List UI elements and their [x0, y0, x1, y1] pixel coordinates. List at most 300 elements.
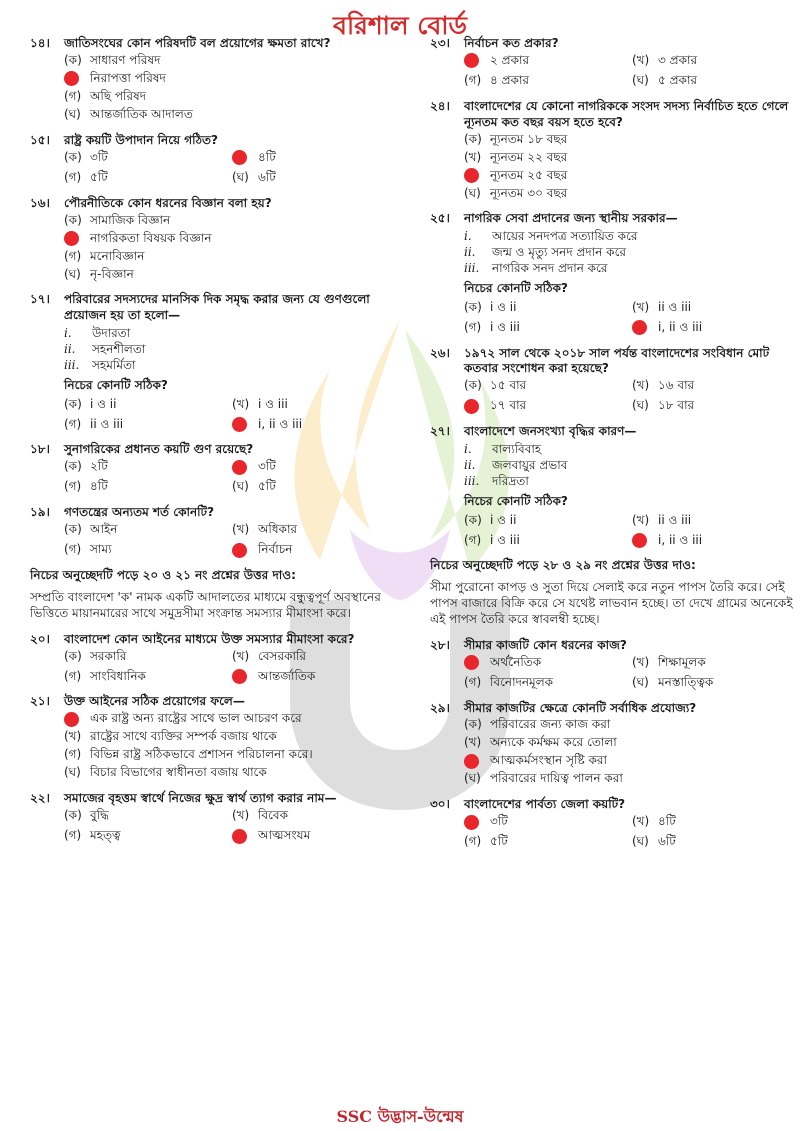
- option[interactable]: [64, 211, 400, 229]
- option-list: [430, 511, 800, 549]
- option-correct[interactable]: [64, 710, 400, 728]
- option-text: রাষ্ট্রের সাথে ব্যক্তির সম্পর্ক বজায় থাকে: [90, 729, 277, 744]
- statement: [64, 358, 400, 374]
- option[interactable]: [64, 667, 232, 685]
- option-key: (গ): [64, 542, 82, 557]
- question-number: ২৫।: [430, 211, 450, 226]
- option-key: (ঘ): [632, 72, 649, 87]
- option[interactable]: [464, 319, 632, 337]
- option-key: (গ): [464, 674, 482, 689]
- question-text: বাংলাদেশের যে কোনো নাগরিককে সংসদ সদস্য নির্বাচিত হতে গেলে ন্যূনতম কত বছর বয়স হতে হবে?: [464, 98, 789, 129]
- option-key: (ক): [64, 459, 82, 474]
- question-head: [30, 292, 400, 324]
- question-text: পৌরনীতিকে কোন ধরনের বিজ্ঞান বলা হয়?: [64, 195, 272, 210]
- option-key: (গ): [464, 72, 482, 87]
- option-text: আন্তর্জাতিক: [258, 668, 316, 683]
- option-text: সাম্য: [90, 542, 112, 557]
- question-text: নাগরিক সেবা প্রদানের জন্য স্থানীয় সরকার—: [464, 211, 678, 226]
- option-text: সাধারণ পরিষদ: [90, 52, 161, 67]
- option[interactable]: [64, 541, 232, 559]
- option-text: ii ও iii: [658, 512, 692, 527]
- question: [30, 133, 400, 187]
- option-correct[interactable]: [232, 541, 400, 559]
- answer-marker-icon: [464, 815, 479, 830]
- question: [430, 346, 800, 416]
- question: [430, 638, 800, 692]
- option-key: (খ): [464, 735, 482, 750]
- option[interactable]: [64, 52, 400, 70]
- option-text: ৫ প্রকার: [658, 72, 698, 87]
- option-correct[interactable]: [464, 752, 800, 770]
- which-correct-prompt: নিচের কোনটি সঠিক?: [64, 377, 168, 392]
- question-number: ২০।: [30, 631, 50, 646]
- statement: [464, 245, 800, 261]
- statement-text: আয়ের সনদপত্র সত্যায়িত করে: [492, 229, 638, 244]
- question-head: [430, 701, 800, 717]
- option-text: মনস্তাত্ত্বিক: [658, 674, 714, 689]
- option-text: আইন: [90, 522, 118, 537]
- option-text: অন্যকে কর্মক্ষম করে তোলা: [490, 735, 617, 750]
- option-key: (খ): [632, 814, 650, 829]
- option[interactable]: [64, 169, 232, 187]
- question-text: জাতিসংঘের কোন পরিষদটি বল প্রয়োগের ক্ষমতা রাখে?: [64, 36, 331, 50]
- option-correct[interactable]: [64, 70, 400, 88]
- statement: [464, 474, 800, 490]
- question-text: সুনাগরিকের প্রধানত কয়টি গুণ রয়েছে?: [64, 442, 254, 457]
- option[interactable]: [464, 130, 800, 148]
- question: [30, 694, 400, 782]
- option-correct[interactable]: [632, 531, 800, 549]
- option-key: (ক): [64, 212, 82, 227]
- option-list: [430, 377, 800, 415]
- option-text: নাগরিকতা বিষয়ক বিজ্ঞান: [90, 230, 212, 245]
- option[interactable]: [232, 521, 400, 539]
- option[interactable]: [64, 521, 232, 539]
- option-text: i, ii ও iii: [658, 319, 703, 334]
- option-key: (ঘ): [64, 106, 81, 121]
- option-text: সামাজিক বিজ্ঞান: [90, 212, 171, 227]
- question-number: ১৭।: [30, 292, 50, 307]
- option[interactable]: [64, 88, 400, 106]
- answer-marker-icon: [64, 71, 79, 86]
- answer-marker-icon: [464, 53, 479, 68]
- option-text: মহত্ত্ব: [90, 828, 121, 843]
- option-text: বিচার বিভাগের স্বাধীনতা বজায় থাকে: [90, 765, 267, 780]
- option-text: ৩টি: [490, 814, 508, 829]
- option-correct[interactable]: [232, 667, 400, 685]
- option-correct[interactable]: [464, 52, 632, 70]
- option-list: [430, 52, 800, 90]
- option-key: (গ): [64, 747, 82, 762]
- option[interactable]: [232, 395, 400, 413]
- option[interactable]: [64, 478, 232, 496]
- question-text: রাষ্ট্র কয়টি উপাদান নিয়ে গঠিত?: [64, 132, 218, 147]
- option-correct[interactable]: [232, 827, 400, 845]
- answer-marker-icon: [632, 533, 647, 548]
- option-text: অধিকার: [258, 522, 298, 537]
- option[interactable]: [64, 106, 400, 124]
- question-text: সমাজের বৃহত্তম স্বার্থে নিজের ক্ষুদ্র স্বার্থ ত্যাগ করার নাম—: [64, 791, 337, 806]
- question-text: বাংলাদেশে জনসংখ্যা বৃদ্ধির কারণ—: [464, 424, 637, 439]
- option-key: (ঘ): [464, 771, 481, 786]
- option[interactable]: [464, 72, 632, 90]
- statement-number: i.: [464, 229, 472, 244]
- option-text: ৪টি: [258, 149, 276, 164]
- option-key: (ঘ): [232, 169, 249, 184]
- option-text: শিক্ষামূলক: [658, 654, 706, 669]
- question-number: ১৪।: [30, 36, 50, 50]
- question: [30, 505, 400, 559]
- answer-marker-icon: [232, 543, 247, 558]
- question-number: ২২।: [30, 791, 50, 806]
- question-number: ১৫।: [30, 132, 50, 147]
- option-text: ১৭ বার: [490, 398, 527, 413]
- answer-marker-icon: [232, 417, 247, 432]
- option-list: [30, 395, 400, 433]
- option[interactable]: [464, 674, 632, 692]
- option-text: ৬টি: [258, 169, 276, 184]
- statement-text: সহমর্মিতা: [92, 357, 136, 372]
- question-head: [30, 791, 400, 807]
- option-key: (ক): [64, 808, 82, 823]
- option-key: (ঘ): [232, 479, 249, 494]
- option[interactable]: [64, 746, 400, 764]
- option-text: পরিবারের দায়িত্ব পালন করা: [490, 771, 623, 786]
- option[interactable]: [464, 299, 632, 317]
- question-head: [30, 133, 400, 149]
- option[interactable]: [232, 647, 400, 665]
- question-head: [430, 211, 800, 227]
- question: [430, 99, 800, 203]
- option[interactable]: [632, 813, 800, 831]
- option[interactable]: [632, 299, 800, 317]
- option[interactable]: [464, 377, 632, 395]
- answer-marker-icon: [464, 754, 479, 769]
- option[interactable]: [464, 833, 632, 851]
- question-text: সীমার কাজটির ক্ষেত্রে কোনটি সর্বাধিক প্রযোজ্য?: [464, 700, 697, 715]
- question-number: ২৭।: [430, 424, 450, 439]
- question-text: গণতন্ত্রের অন্যতম শর্ত কোনটি?: [64, 505, 215, 520]
- option-text: এক রাষ্ট্র অন্য রাষ্ট্রের সাথে ভাল আচরণ করে: [90, 711, 302, 726]
- statement: [64, 326, 400, 342]
- which-correct-prompt: নিচের কোনটি সঠিক?: [464, 493, 568, 508]
- option-key: (ক): [64, 396, 82, 411]
- option-text: i, ii ও iii: [658, 532, 703, 547]
- question-number: ১৬।: [30, 195, 50, 210]
- option-key: (খ): [632, 378, 650, 393]
- option-key: (ক): [64, 52, 82, 67]
- option[interactable]: [464, 770, 800, 788]
- option[interactable]: [64, 728, 400, 746]
- option[interactable]: [632, 654, 800, 672]
- option-key: (ঘ): [632, 674, 649, 689]
- option[interactable]: [464, 511, 632, 529]
- option[interactable]: [632, 72, 800, 90]
- option-key: (গ): [64, 169, 82, 184]
- option[interactable]: [64, 647, 232, 665]
- option-text: ১৬ বার: [658, 378, 695, 393]
- option-text: ন্যূনতম ২২ বছর: [490, 149, 568, 164]
- option-text: নির্বাচন: [258, 542, 293, 557]
- option-list: [430, 813, 800, 851]
- option[interactable]: [64, 265, 400, 283]
- option-text: বেসরকারি: [258, 648, 306, 663]
- option-correct[interactable]: [64, 229, 400, 247]
- answer-marker-icon: [464, 168, 479, 183]
- statement: [464, 442, 800, 458]
- option[interactable]: [464, 531, 632, 549]
- question-head: [430, 797, 800, 813]
- question: [430, 36, 800, 90]
- option-text: ৪টি: [90, 479, 108, 494]
- option-key: (গ): [464, 834, 482, 849]
- question-number: ২৩।: [430, 36, 450, 50]
- option-list: [430, 716, 800, 788]
- option-text: i ও iii: [258, 396, 288, 411]
- option-text: ৫টি: [490, 834, 508, 849]
- option-key: (ঘ): [632, 834, 649, 849]
- option[interactable]: [464, 734, 800, 752]
- option-text: ৩টি: [90, 149, 108, 164]
- option-list: [430, 654, 800, 692]
- option-text: i ও ii: [490, 299, 517, 314]
- statement: [464, 458, 800, 474]
- option-key: (ক): [464, 717, 482, 732]
- question-number: ১৯।: [30, 505, 50, 520]
- option-text: ন্যূনতম ৩০ বছর: [490, 185, 568, 200]
- option-key: (ক): [464, 131, 482, 146]
- option[interactable]: [232, 807, 400, 825]
- answer-marker-icon: [232, 669, 247, 684]
- statement-number: iii.: [464, 260, 480, 275]
- passage-1-intro: নিচের অনুচ্ছেদটি পড়ে ২০ ও ২১ নং প্রশ্নের উত্তর দাও:: [30, 568, 296, 583]
- question-head: [430, 36, 800, 52]
- question-number: ২৯।: [430, 700, 450, 715]
- question: [30, 292, 400, 433]
- option-key: (ঘ): [632, 398, 649, 413]
- option-text: ii ও iii: [90, 416, 124, 431]
- question-text: বাংলাদেশের পার্বত্য জেলা কয়টি?: [464, 797, 626, 812]
- question: [30, 36, 400, 124]
- option-key: (খ): [632, 299, 650, 314]
- statement-text: সহনশীলতা: [92, 341, 146, 356]
- option-list: [430, 299, 800, 337]
- statement-list: [430, 229, 800, 276]
- statement-number: iii.: [464, 473, 480, 488]
- option-text: ১৫ বার: [490, 378, 527, 393]
- option-text: ৫টি: [90, 169, 108, 184]
- option-text: বুদ্ধি: [90, 808, 109, 823]
- option-key: (ক): [464, 299, 482, 314]
- option-text: ২টি: [90, 459, 108, 474]
- option-text: পরিবারের জন্য কাজ করা: [490, 717, 611, 732]
- option[interactable]: [632, 833, 800, 851]
- option-key: (খ): [64, 729, 82, 744]
- question: [30, 791, 400, 845]
- option-list: [30, 647, 400, 685]
- question-number: ৩০।: [430, 797, 450, 812]
- option-key: (খ): [232, 808, 250, 823]
- option[interactable]: [632, 674, 800, 692]
- option-key: (খ): [632, 52, 650, 67]
- option-text: বিভিন্ন রাষ্ট্র সঠিকভাবে প্রশাসন পরিচালনা করে।: [90, 747, 313, 762]
- option-key: (ঘ): [464, 185, 481, 200]
- option-key: (ঘ): [64, 765, 81, 780]
- option-list: [30, 458, 400, 496]
- option-text: i ও iii: [490, 319, 520, 334]
- statement: [464, 261, 800, 277]
- option-text: ৫টি: [258, 479, 276, 494]
- answer-marker-icon: [64, 231, 79, 246]
- option-key: (গ): [464, 319, 482, 334]
- statement-number: i.: [464, 442, 472, 457]
- option-text: বিবেক: [258, 808, 289, 823]
- option[interactable]: [232, 169, 400, 187]
- question-number: ১৮।: [30, 442, 50, 457]
- question: [430, 797, 800, 851]
- option-text: ন্যূনতম ২৫ বছর: [490, 167, 568, 182]
- option-key: (খ): [232, 522, 250, 537]
- option-text: অছি পরিষদ: [90, 88, 147, 103]
- option-text: আন্তর্জাতিক আদালত: [90, 106, 193, 121]
- question-number: ২৬।: [430, 345, 450, 360]
- option-correct[interactable]: [464, 654, 632, 672]
- question-head: [430, 638, 800, 654]
- option[interactable]: [64, 149, 232, 167]
- question: [430, 211, 800, 336]
- question-head: [30, 36, 400, 52]
- statement-list: [30, 326, 400, 373]
- option-text: নৃ-বিজ্ঞান: [90, 266, 134, 281]
- option-key: (গ): [64, 248, 82, 263]
- option[interactable]: [64, 395, 232, 413]
- option-key: (খ): [464, 149, 482, 164]
- statement-text: জন্ম ও মৃত্যু সনদ প্রদান করে: [492, 245, 626, 260]
- statement-text: নাগরিক সনদ প্রদান করে: [492, 260, 608, 275]
- option-key: (ক): [64, 149, 82, 164]
- option-text: ৩টি: [258, 459, 276, 474]
- option-key: (খ): [632, 512, 650, 527]
- option[interactable]: [632, 397, 800, 415]
- statement-text: বাল্যবিবাহ: [492, 442, 542, 457]
- option[interactable]: [632, 511, 800, 529]
- question-text: নির্বাচন কত প্রকার?: [464, 36, 559, 50]
- option-text: ৪ প্রকার: [490, 72, 530, 87]
- question-head: [30, 442, 400, 458]
- question-head: [30, 632, 400, 648]
- option-key: (ক): [64, 648, 82, 663]
- option-key: (ক): [64, 522, 82, 537]
- passage-2-intro: নিচের অনুচ্ছেদটি পড়ে ২৮ ও ২৯ নং প্রশ্নের উত্তর দাও:: [430, 558, 696, 573]
- answer-marker-icon: [464, 399, 479, 414]
- option-list: [30, 807, 400, 845]
- option-text: মনোবিজ্ঞান: [90, 248, 145, 263]
- statement-list: [430, 442, 800, 489]
- answer-marker-icon: [64, 712, 79, 727]
- option-text: i ও ii: [90, 396, 117, 411]
- option-correct[interactable]: [232, 458, 400, 476]
- statement-number: ii.: [64, 341, 76, 356]
- option-key: (খ): [632, 654, 650, 669]
- option-text: ৪টি: [658, 814, 676, 829]
- option[interactable]: [632, 377, 800, 395]
- option-text: সরকারি: [90, 648, 127, 663]
- statement-number: iii.: [64, 357, 80, 372]
- answer-marker-icon: [232, 460, 247, 475]
- board-title: বরিশাল বোর্ড: [333, 11, 467, 40]
- statement-text: জলবায়ুর প্রভাব: [492, 457, 568, 472]
- statement-number: ii.: [464, 245, 476, 260]
- question: [30, 442, 400, 496]
- option-text: ৬টি: [658, 834, 676, 849]
- option-correct[interactable]: [232, 415, 400, 433]
- passage-1: সম্প্রতি বাংলাদেশ 'ক' নামক একটি আদালতের মাধ্যমে বন্ধুত্বপূর্ণ অবস্থানের ভিত্তিতে মায়ানমারের সাথে সমুদ্রসীমা সংক্রান্ত সমস্যার মীমাংসা করে।: [30, 589, 381, 620]
- option-key: (গ): [64, 416, 82, 431]
- option[interactable]: [232, 478, 400, 496]
- option-key: (ঘ): [64, 266, 81, 281]
- option-list: [30, 52, 400, 124]
- question-number: ২৪।: [430, 98, 450, 113]
- option-text: i ও iii: [490, 532, 520, 547]
- option-text: ২ প্রকার: [490, 52, 530, 67]
- option[interactable]: [64, 807, 232, 825]
- option[interactable]: [64, 247, 400, 265]
- option-correct[interactable]: [464, 397, 632, 415]
- question-head: [430, 99, 800, 131]
- option[interactable]: [464, 716, 800, 734]
- left-column: [30, 36, 400, 854]
- option[interactable]: [632, 52, 800, 70]
- option-correct[interactable]: [232, 149, 400, 167]
- option[interactable]: [64, 764, 400, 782]
- option-list: [30, 521, 400, 559]
- option-correct[interactable]: [632, 319, 800, 337]
- option[interactable]: [64, 415, 232, 433]
- option-key: (গ): [464, 532, 482, 547]
- question: [430, 424, 800, 549]
- question-head: [30, 694, 400, 710]
- option-list: [430, 130, 800, 202]
- option[interactable]: [64, 827, 232, 845]
- question-text: উক্ত আইনের সঠিক প্রয়োগের ফলে—: [64, 694, 245, 709]
- option-text: আত্মকর্মসংস্থান সৃষ্টি করা: [490, 753, 607, 768]
- footer-brand: SSC উদ্ভাস-উন্মেষ: [336, 1107, 464, 1126]
- option-key: (ক): [464, 378, 482, 393]
- answer-marker-icon: [232, 150, 247, 165]
- right-column: [430, 36, 800, 860]
- option-key: (খ): [232, 396, 250, 411]
- question-number: ২৮।: [430, 637, 450, 652]
- option-text: আত্মসংযম: [258, 828, 311, 843]
- statement-number: ii.: [464, 457, 476, 472]
- passage-2: সীমা পুরোনো কাপড় ও সুতা দিয়ে সেলাই করে নতুন পাপস তৈরি করে। সেই পাপস বাজারে বিক্রি করে সে যথেষ্ট লাভবান হচ্ছে। তা দেখে গ্রামের অনেকেই এই পাপস তৈরি করে স্বাবলম্বী হচ্ছে।: [430, 580, 793, 626]
- option[interactable]: [64, 458, 232, 476]
- option-list: [30, 710, 400, 782]
- question-text: বাংলাদেশ কোন আইনের মাধ্যমে উক্ত সমস্যার মীমাংসা করে?: [64, 631, 355, 646]
- question-head: [30, 196, 400, 212]
- option-correct[interactable]: [464, 166, 800, 184]
- option-list: [30, 149, 400, 187]
- question: [30, 632, 400, 686]
- option-text: ii ও iii: [658, 299, 692, 314]
- option-text: i, ii ও iii: [258, 416, 303, 431]
- option[interactable]: [464, 148, 800, 166]
- option[interactable]: [464, 184, 800, 202]
- statement: [64, 342, 400, 358]
- question-head: [430, 424, 800, 440]
- question-head: [30, 505, 400, 521]
- option-correct[interactable]: [464, 813, 632, 831]
